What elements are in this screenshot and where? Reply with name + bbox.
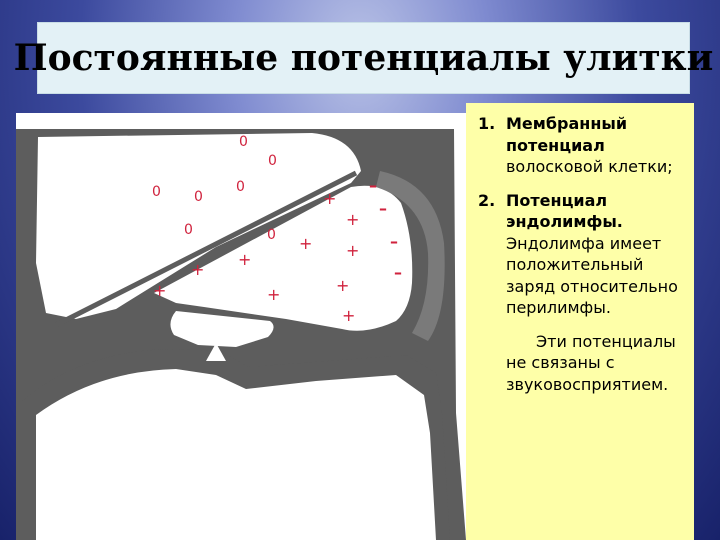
zero-mark: 0	[239, 134, 248, 150]
minus-mark: –	[379, 199, 387, 218]
plus-mark: +	[342, 306, 356, 325]
zero-mark: 0	[184, 222, 193, 238]
minus-mark: –	[369, 176, 377, 195]
plus-mark: +	[153, 281, 167, 300]
cochlea-diagram	[16, 113, 474, 540]
minus-mark: –	[394, 263, 402, 282]
title-box	[13, 22, 714, 94]
plus-mark: +	[267, 285, 281, 304]
list-item	[478, 113, 686, 178]
zero-mark: 0	[194, 189, 203, 205]
scala-tympani-lumen	[36, 369, 436, 540]
zero-mark: 0	[267, 227, 276, 243]
plus-mark: +	[323, 189, 337, 208]
plus-mark: +	[346, 210, 360, 229]
list-heading: Мембранный потенциал	[506, 114, 628, 155]
list-text: волосковой клетки;	[506, 157, 673, 176]
plus-mark: +	[336, 276, 350, 295]
list-text: Эндолимфа имеет положительный заряд относительно перилимфы.	[506, 233, 678, 317]
note-text: Эти потенциалы не связаны с звуковосприятием.	[506, 331, 676, 394]
list-number: 1.	[478, 114, 496, 133]
plus-mark: +	[346, 241, 360, 260]
plus-mark: +	[299, 234, 313, 253]
zero-mark: 0	[152, 184, 161, 200]
zero-mark: 0	[268, 153, 277, 169]
minus-mark: –	[390, 232, 398, 251]
list-item	[478, 190, 686, 319]
note-paragraph	[478, 331, 686, 396]
zero-mark: 0	[236, 179, 245, 195]
list-heading: Потенциал эндолимфы.	[506, 190, 623, 231]
slide-title: Постоянные потенциалы улитки	[13, 37, 714, 79]
potential-list	[478, 113, 686, 319]
list-number: 2.	[478, 190, 496, 210]
plus-mark: +	[238, 250, 252, 269]
text-panel	[466, 103, 694, 540]
plus-mark: +	[191, 260, 205, 279]
cochlea-cross-section	[16, 113, 474, 540]
